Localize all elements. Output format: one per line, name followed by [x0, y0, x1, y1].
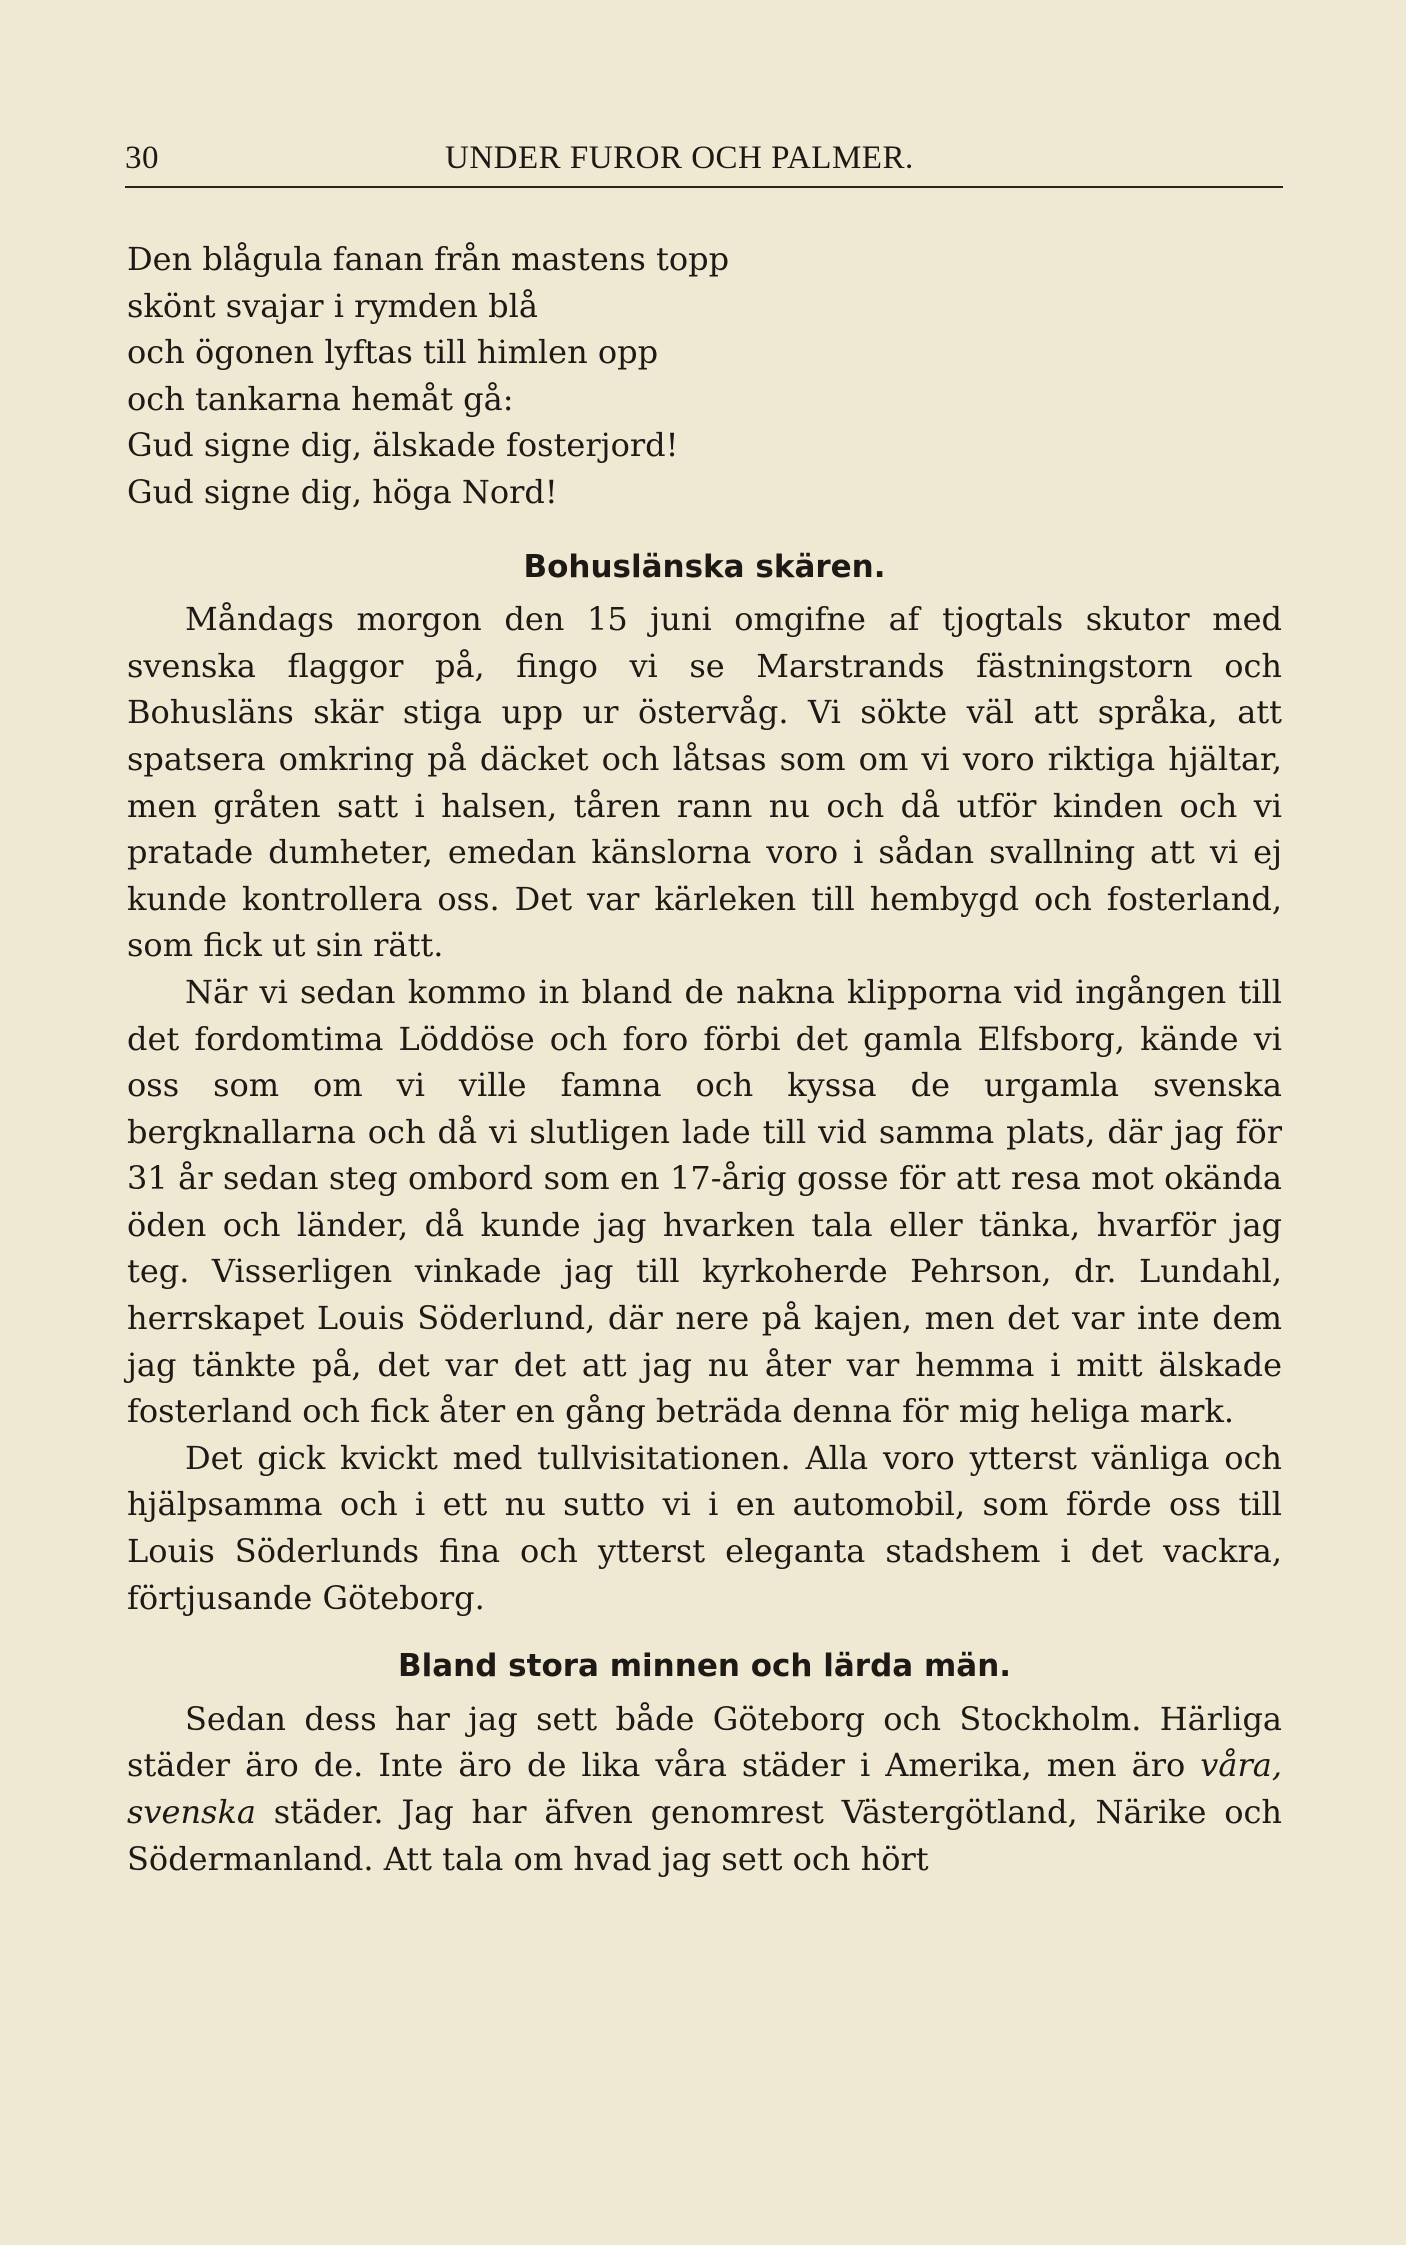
poem-line: och tankarna hemåt gå: — [127, 379, 514, 418]
paragraph-text: städer. Jag har äfven genomrest Västergötland, Närike och Södermanland. Att tala om hvad jag sett och hört — [127, 1793, 1282, 1878]
poem-line: Gud signe dig, höga Nord! — [127, 472, 558, 511]
paragraph: Det gick kvickt med tullvisitationen. Alla voro ytterst vänliga och hjälpsamma och i ett nu sutto vi i en automobil, som förde oss till Louis Söderlunds fina och ytterst eleganta stadshem i det vackra, förtjusande Göteborg. — [127, 1438, 1282, 1617]
poem-line: och ögonen lyftas till himlen opp — [127, 333, 659, 372]
section-title-bland-stora-minnen: Bland stora minnen och lärda män. — [397, 1648, 1012, 1685]
section-title-bohuslanska: Bohuslänska skären. — [523, 548, 886, 585]
paragraph — [127, 1696, 1282, 1882]
poem-line: Den blågula fanan från mastens topp — [127, 240, 730, 278]
paragraph: När vi sedan kommo in bland de nakna klipporna vid ingången till det fordomtima Löddöse och foro förbi det gamla Elfsborg, kände vi oss som om vi ville famna och kyssa de urgamla svenska bergknallarna och då vi slutligen lade till vid samma plats, där jag för 31 år sedan steg ombord som en 17-årig gosse för att resa mot okända öden och länder, då kunde jag hvarken tala eller tänka, hvarför jag teg. Visserligen vinkade jag till kyrkoherde Pehrson, dr. Lundahl, herrskapet Louis Söderlund, där nere på kajen, men det var inte dem jag tänkte på, det var det att jag nu åter var hemma i mitt älskade fosterland och fick åter en gång beträda denna för mig heliga mark. — [127, 972, 1282, 1431]
emphasized-text: våra, svenska — [127, 1746, 1282, 1831]
page-number: 30 — [125, 140, 159, 176]
paragraph-text: Sedan dess har jag sett både Göteborg och Stockholm. Härliga städer äro de. Inte äro de lika våra städer i Amerika, men äro — [127, 1699, 1282, 1785]
page-header — [125, 140, 1283, 188]
poem — [127, 236, 1282, 516]
poem-line: Gud signe dig, älskade fosterjord! — [127, 426, 679, 465]
poem-line: skönt svajar i rymden blå — [127, 286, 538, 325]
running-title: UNDER FUROR OCH PALMER. — [445, 140, 914, 176]
page-body — [127, 236, 1282, 1882]
paragraph: Måndags morgon den 15 juni omgifne af tjogtals skutor med svenska flaggor på, fingo vi se Marstrands fästningstorn och Bohusläns skär stiga upp ur östervåg. Vi sökte väl att språka, att spatsera omkring på däcket och låtsas som om vi voro riktiga hjältar, men gråten satt i halsen, tåren rann nu och då utför kinden och vi pratade dumheter, emedan känslorna voro i sådan svallning att vi ej kunde kontrollera oss. Det var kärleken till hembygd och fosterland, som fick ut sin rätt. — [127, 600, 1282, 965]
